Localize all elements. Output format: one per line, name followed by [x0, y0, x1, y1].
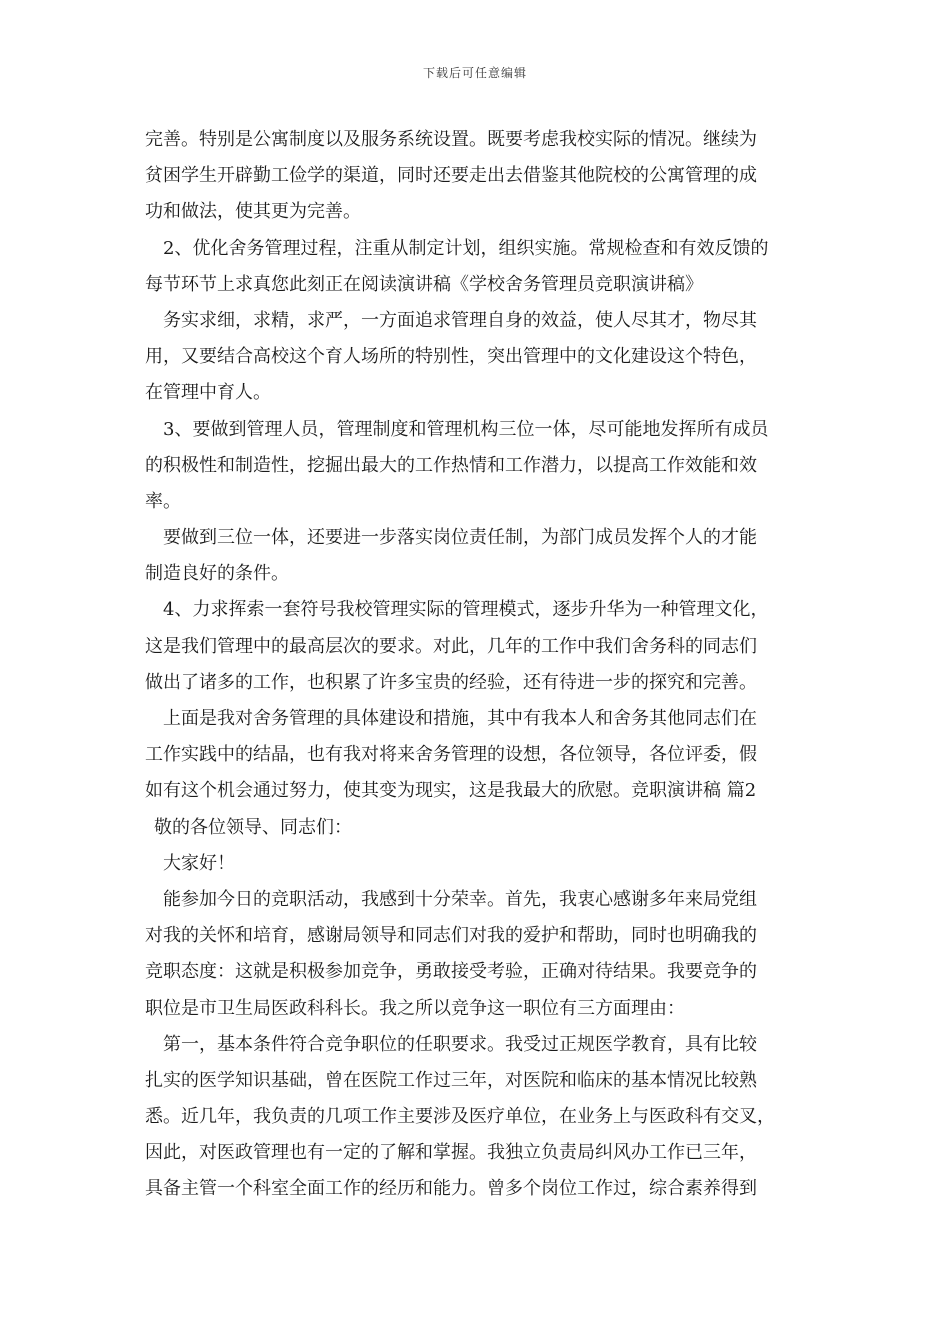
text-line: 率。 [145, 490, 181, 512]
text-line: 竞职态度：这就是积极参加竞争，勇敢接受考验，正确对待结果。我要竞争的 [145, 961, 757, 983]
text-line: 3、要做到管理人员，管理制度和管理机构三位一体，尽可能地发挥所有成员 [163, 418, 769, 440]
document-body [145, 122, 813, 1208]
text-line: 务实求细，求精，求严，一方面追求管理自身的效益，使人尽其才，物尽其 [163, 309, 757, 331]
text-line: 的积极性和制造性，挖掘出最大的工作热情和工作潜力，以提高工作效能和效 [145, 454, 757, 476]
text-line: 贫困学生开辟勤工俭学的渠道，同时还要走出去借鉴其他院校的公寓管理的成 [145, 165, 757, 187]
text-line: 敬的各位领导、同志们： [154, 816, 352, 838]
text-line: 如有这个机会通过努力，使其变为现实，这是我最大的欣慰。竞职演讲稿 篇2 [145, 780, 757, 802]
text-line: 完善。特别是公寓制度以及服务系统设置。既要考虑我校实际的情况。继续为 [145, 129, 757, 150]
text-line: 第一，基本条件符合竞争职位的任职要求。我受过正规医学教育，具有比较 [163, 1033, 757, 1055]
text-line: 在管理中育人。 [145, 382, 271, 404]
text-line: 功和做法，使其更为完善。 [145, 201, 361, 223]
text-line: 悉。近几年，我负责的几项工作主要涉及医疗单位，在业务上与医政科有交叉， [145, 1106, 775, 1128]
text-line: 要做到三位一体，还要进一步落实岗位责任制，为部门成员发挥个人的才能 [163, 527, 757, 549]
text-line: 这是我们管理中的最高层次的要求。对此，几年的工作中我们舍务科的同志们 [145, 635, 757, 657]
text-line: 能参加今日的竞职活动，我感到十分荣幸。首先，我衷心感谢多年来局党组 [163, 888, 757, 910]
text-line: 扎实的医学知识基础，曾在医院工作过三年，对医院和临床的基本情况比较熟 [145, 1069, 757, 1091]
text-line: 做出了诸多的工作，也积累了许多宝贵的经验，还有待进一步的探究和完善。 [145, 671, 757, 693]
text-line: 职位是市卫生局医政科科长。我之所以竞争这一职位有三方面理由： [145, 997, 685, 1019]
text-line: 具备主管一个科室全面工作的经历和能力。曾多个岗位工作过，综合素养得到 [145, 1178, 757, 1200]
text-line: 因此，对医政管理也有一定的了解和掌握。我独立负责局纠风办工作已三年， [145, 1142, 757, 1164]
text-line: 上面是我对舍务管理的具体建设和措施，其中有我本人和舍务其他同志们在 [163, 708, 757, 729]
text-line: 每节环节上求真您此刻正在阅读演讲稿《学校舍务管理员竞职演讲稿》 [145, 273, 703, 295]
text-line: 4、力求挥索一套符号我校管理实际的管理模式，逐步升华为一种管理文化， [163, 599, 769, 621]
text-line: 大家好！ [163, 852, 235, 874]
text-line: 用，又要结合高校这个育人场所的特别性，突出管理中的文化建设这个特色， [145, 346, 757, 368]
text-line: 2、优化舍务管理过程，注重从制定计划，组织实施。常规检查和有效反馈的 [163, 237, 769, 259]
text-line: 制造良好的条件。 [145, 563, 289, 585]
text-line: 对我的关怀和培育，感谢局领导和同志们对我的爱护和帮助，同时也明确我的 [145, 925, 757, 947]
page-header: 下载后可任意编辑 [422, 66, 527, 80]
text-line: 工作实践中的结晶，也有我对将来舍务管理的设想，各位领导，各位评委，假 [145, 744, 757, 766]
